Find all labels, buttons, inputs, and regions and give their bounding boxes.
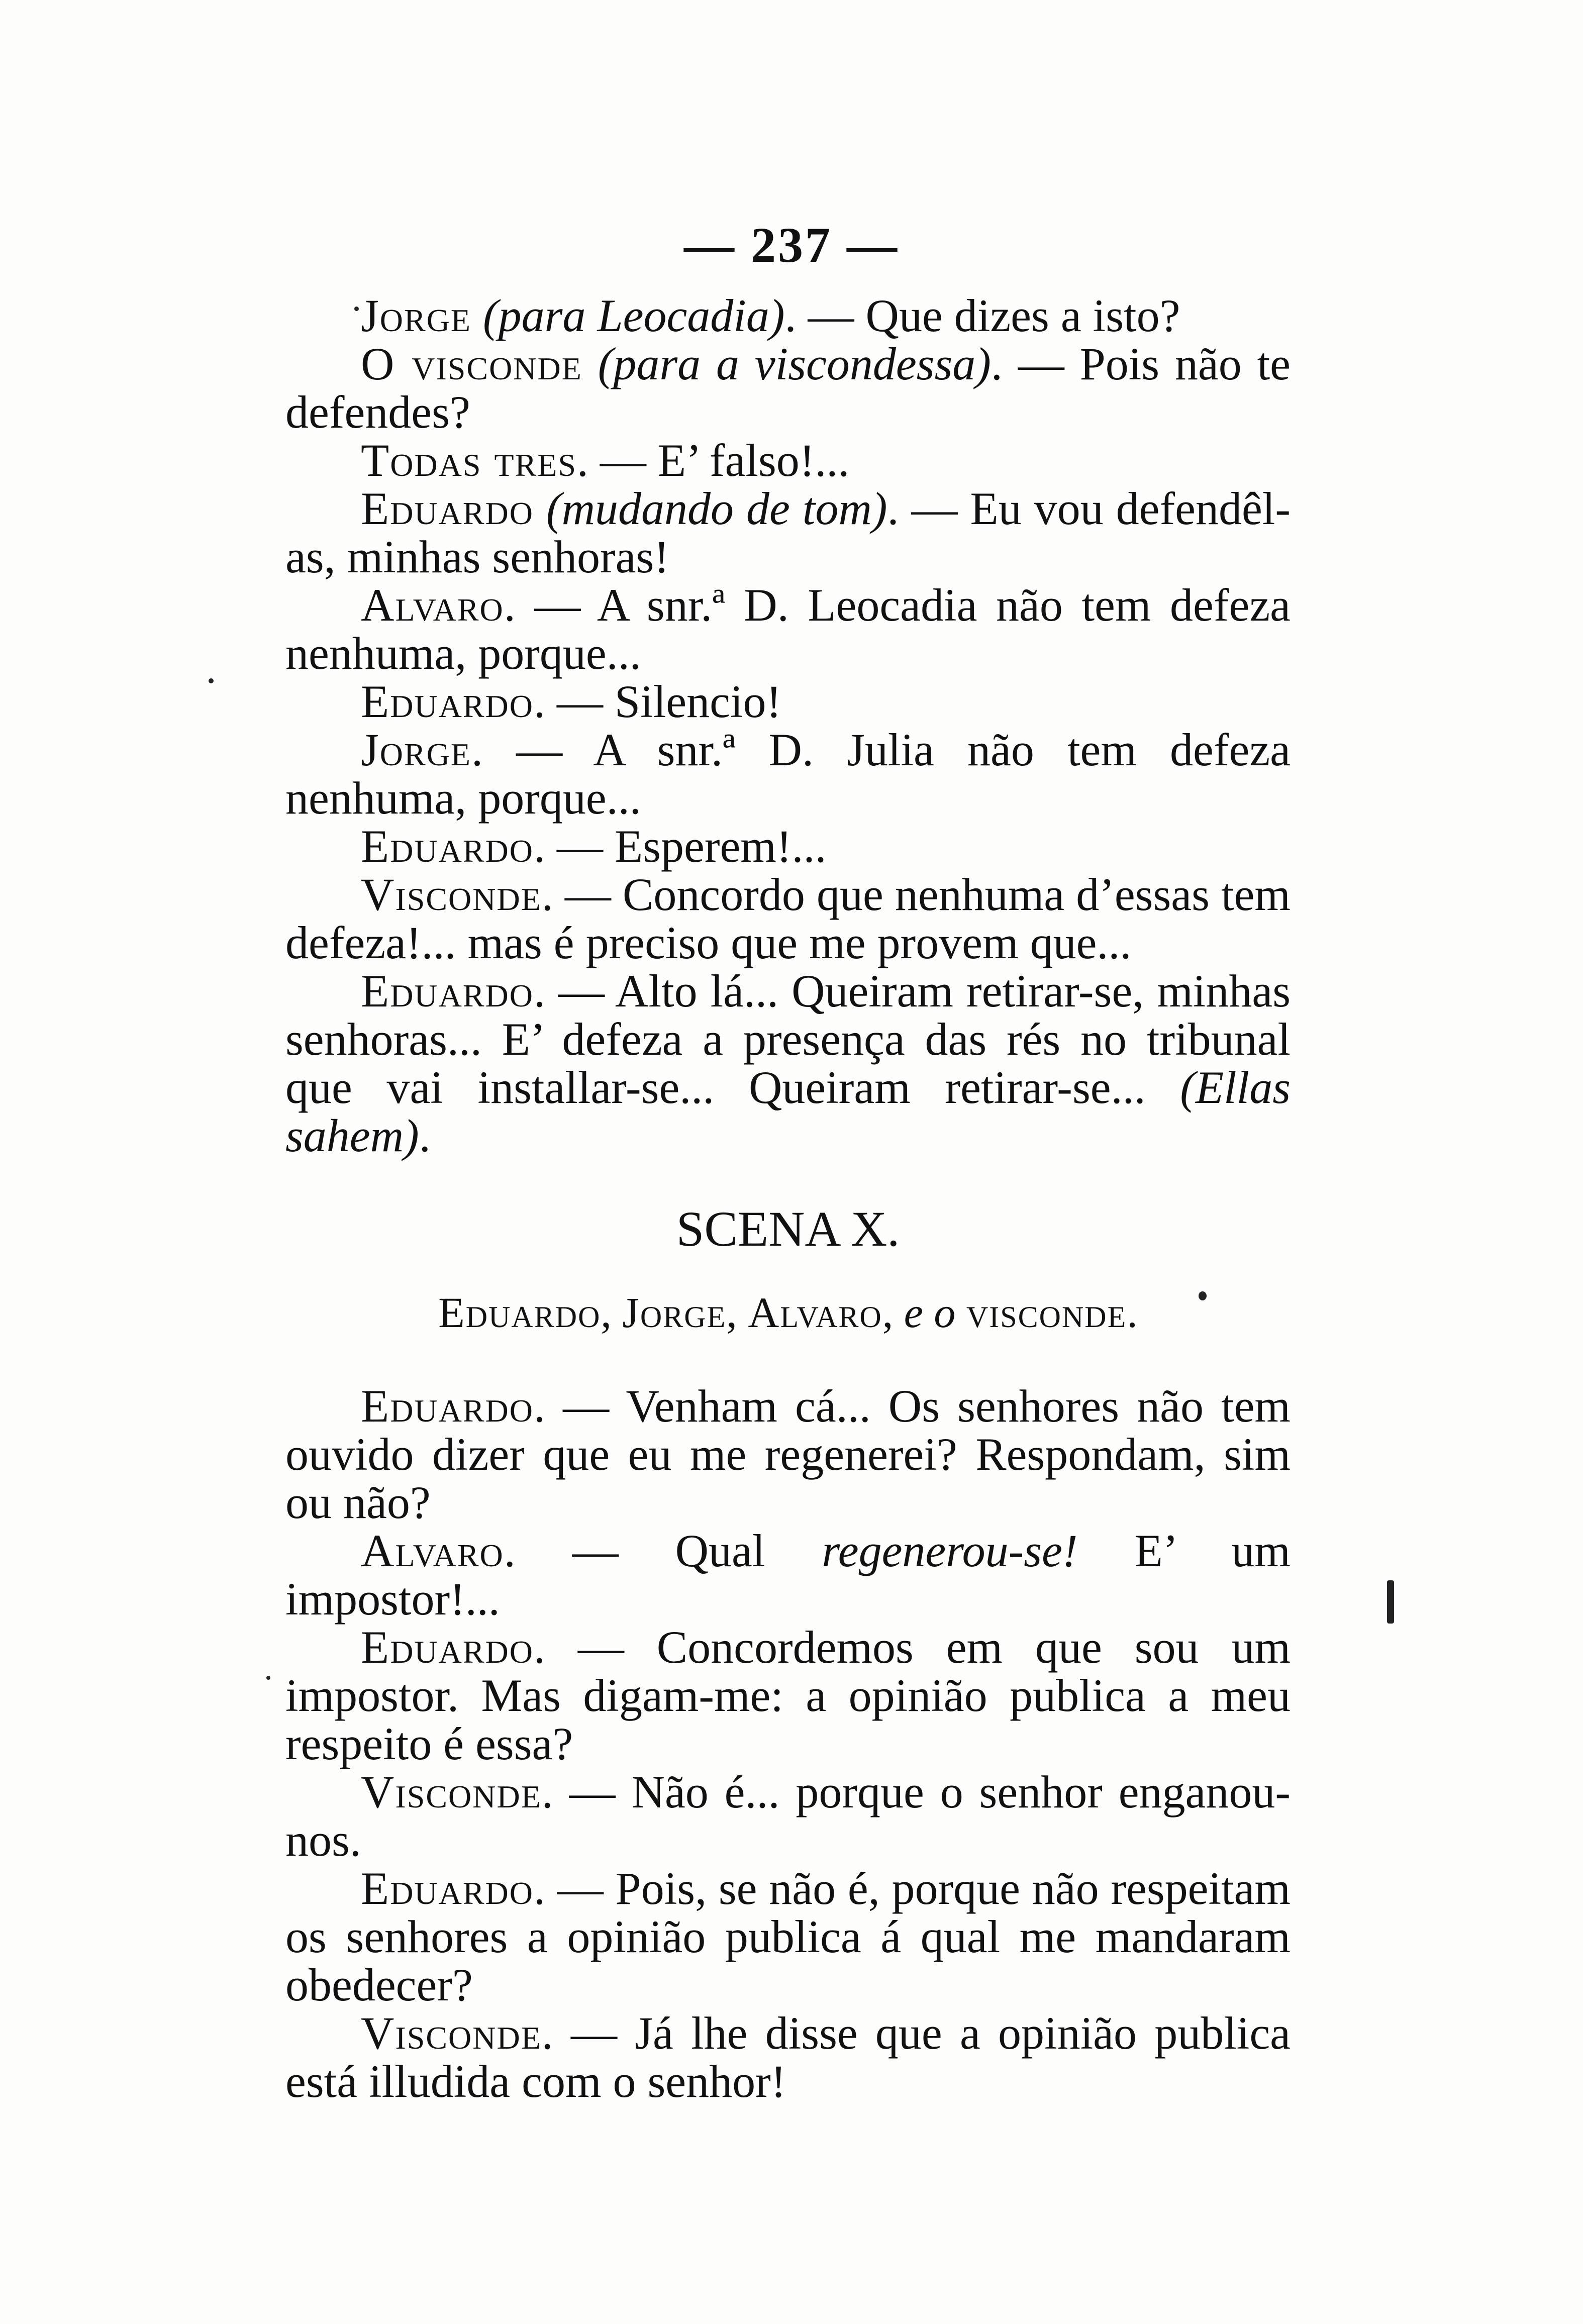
- cast-member: visconde: [966, 1288, 1127, 1337]
- dialogue-line: [285, 2009, 1291, 2105]
- dialogue-line: [285, 340, 1291, 436]
- speaker-name: Eduardo: [361, 965, 534, 1017]
- cast-separator: ,: [601, 1288, 623, 1337]
- scan-speck: [209, 678, 214, 683]
- speaker-name: Jorge: [361, 290, 472, 341]
- speech-emphasis: regenerou-se!: [822, 1525, 1078, 1576]
- dialogue-line: [285, 1527, 1291, 1623]
- speech-text: . — Pois, se não é, porque não respeitam os senhores a opinião publica á qual me mandaram obedecer?: [285, 1863, 1291, 2010]
- speech-text: . — Esperem!...: [533, 821, 827, 872]
- speech-text: . — Alto lá... Queiram retirar-se, minhas senhoras... E’ defeza a presença das rés no tribunal que vai installar-se... Queiram retirar-se...: [285, 965, 1291, 1113]
- speaker-name: Todas tres: [361, 435, 577, 486]
- speech-text-rest: E’ um impostor!...: [285, 1525, 1291, 1625]
- speech-text: . — Qual: [504, 1525, 822, 1576]
- stage-direction: (para a viscondessa): [598, 338, 991, 389]
- stage-direction: (para Leocadia): [483, 290, 785, 341]
- speech-text: . — Silencio!: [533, 676, 782, 727]
- speech-text: . — Já lhe disse que a opinião publica está illudida com o senhor!: [285, 2007, 1291, 2107]
- speaker-name: Eduardo: [361, 483, 534, 534]
- cast-member: Jorge: [622, 1288, 727, 1337]
- dialogue-line: [285, 484, 1291, 581]
- speaker-name: Eduardo: [361, 1380, 534, 1432]
- speech-text: . — Concordo que nenhuma d’essas tem defeza!... mas é preciso que me provem que...: [285, 869, 1291, 968]
- scan-speck: [354, 307, 359, 311]
- dialogue-line: [285, 870, 1291, 967]
- scan-speck: [1199, 1291, 1207, 1300]
- stage-direction: (Ellas sahem): [285, 1062, 1291, 1161]
- dialogue-line: [285, 1768, 1291, 1864]
- scan-speck: [266, 1676, 270, 1680]
- dialogue-line: [285, 1382, 1291, 1527]
- speech-text: . — Venham cá... Os senhores não tem ouvido dizer que eu me regenerei? Respondam, sim ou não?: [285, 1380, 1291, 1528]
- cast-separator: ,: [882, 1288, 904, 1337]
- speaker-name: Visconde: [361, 2007, 542, 2059]
- scan-speck: [1387, 1580, 1394, 1624]
- speaker-name: Visconde: [361, 1766, 542, 1817]
- speech-text: . — Não é... porque o senhor enganou-nos.: [285, 1766, 1291, 1866]
- dialogue-line: [285, 677, 1291, 726]
- speaker-name: Eduardo: [361, 676, 534, 727]
- speaker-name: Eduardo: [361, 1622, 534, 1673]
- speech-end: .: [419, 1110, 431, 1161]
- page-body: [285, 291, 1291, 2105]
- dialogue-line: [285, 1864, 1291, 2009]
- cast-separator: ,: [726, 1288, 748, 1337]
- dialogue-line: [285, 967, 1291, 1160]
- page-number: — 237 —: [684, 217, 899, 273]
- speech-text: . — Eu vou defendêl-as, minhas senhoras!: [285, 483, 1291, 582]
- dialogue-line: [285, 291, 1291, 340]
- speaker-name: Visconde: [361, 869, 542, 920]
- dialogue-line: [285, 436, 1291, 484]
- speaker-name: Alvaro: [361, 1525, 504, 1576]
- cast-member: Alvaro: [748, 1288, 882, 1337]
- scene-cast: [285, 1288, 1291, 1337]
- speech-text: . — E’ falso!...: [576, 435, 850, 486]
- cast-conjunction: e o: [904, 1288, 956, 1337]
- speaker-name: Eduardo: [361, 1863, 534, 1914]
- speaker-name: Alvaro: [361, 579, 504, 631]
- speech-text: . — A snr.ª D. Leocadia não tem defeza nenhuma, porque...: [285, 579, 1291, 679]
- dialogue-line: [285, 1623, 1291, 1768]
- speaker-name: O visconde: [361, 338, 582, 389]
- speech-text: . — Pois não te defendes?: [285, 338, 1291, 438]
- speaker-name: Eduardo: [361, 821, 534, 872]
- dialogue-line: [285, 822, 1291, 870]
- scene-title: SCENA X.: [676, 1201, 900, 1257]
- speech-text: . — Concordemos em que sou um impostor. Mas digam-me: a opinião publica a meu respeito é essa?: [285, 1622, 1291, 1769]
- dialogue-line: [285, 581, 1291, 677]
- speech-text: . — Que dizes a isto?: [784, 290, 1180, 341]
- dialogue-line: [285, 726, 1291, 822]
- cast-member: Eduardo: [438, 1288, 601, 1337]
- stage-direction: (mudando de tom): [546, 483, 887, 534]
- cast-end: .: [1127, 1288, 1138, 1337]
- speech-text: . — A snr.ª D. Julia não tem defeza nenhuma, porque...: [285, 724, 1291, 824]
- speaker-name: Jorge: [361, 724, 472, 775]
